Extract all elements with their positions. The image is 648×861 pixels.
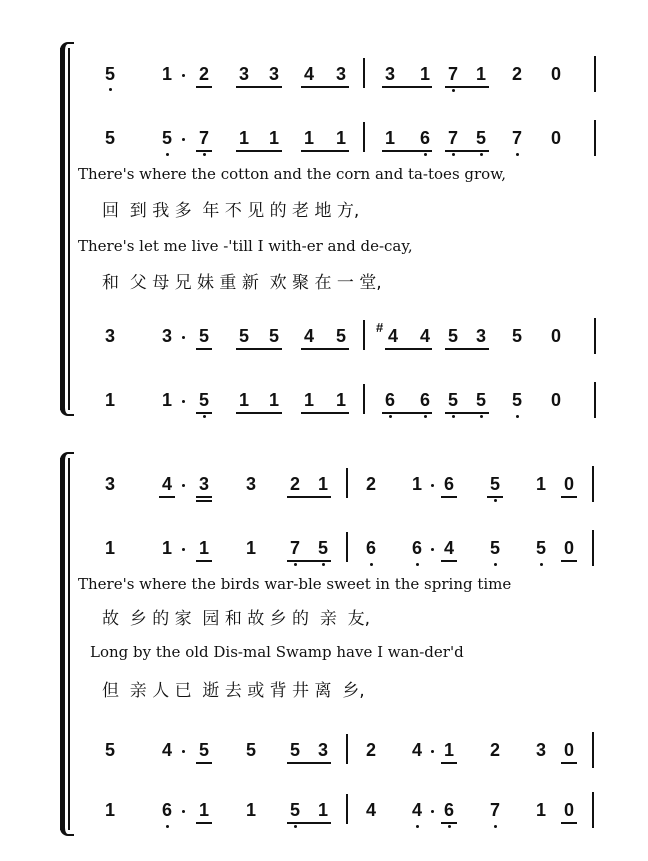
note: 5: [511, 326, 522, 346]
lyric-en-verse-2: Long by the old Dis-mal Swamp have I wan-der'd: [90, 643, 464, 661]
note: 1: [475, 64, 486, 84]
system-brace: [60, 458, 72, 830]
note: 5: [317, 538, 328, 558]
note: 2: [489, 740, 500, 760]
note: 5: [198, 390, 209, 410]
note: 1: [419, 64, 430, 84]
note: 4: [365, 800, 376, 820]
note: 5: [104, 64, 115, 84]
note: 2: [365, 474, 376, 494]
note: 3: [238, 64, 249, 84]
note: 5: [475, 390, 486, 410]
note: 3: [268, 64, 279, 84]
note: 0: [563, 474, 574, 494]
staff-row-alto: [0, 536, 648, 566]
staff-row-bass: [0, 798, 648, 828]
note: 7: [289, 538, 300, 558]
note: 1: [104, 390, 115, 410]
note: 0: [550, 326, 561, 346]
note: 1: [198, 800, 209, 820]
note: 5: [289, 740, 300, 760]
note: 4: [419, 326, 430, 346]
note: 5: [161, 128, 172, 148]
note: 5: [489, 538, 500, 558]
note: 6: [419, 128, 430, 148]
note: 1: [384, 128, 395, 148]
note: 1: [411, 474, 422, 494]
note: 1: [245, 538, 256, 558]
note: 4: [443, 538, 454, 558]
staff-row-tenor: [0, 738, 648, 768]
note: 5: [289, 800, 300, 820]
note: 5: [104, 128, 115, 148]
note: 1: [238, 128, 249, 148]
note: 6: [161, 800, 172, 820]
note: 5: [104, 740, 115, 760]
lyric-cn-verse-2: 和 父 母 兄 妹 重 新 欢 聚 在 一 堂,: [102, 273, 382, 293]
note: 1: [161, 390, 172, 410]
note: 3: [335, 64, 346, 84]
note: 5: [475, 128, 486, 148]
note: 3: [245, 474, 256, 494]
note: 3: [104, 326, 115, 346]
note: 3: [317, 740, 328, 760]
note: 2: [289, 474, 300, 494]
note: 1: [104, 538, 115, 558]
note: 2: [365, 740, 376, 760]
note: 4: [303, 64, 314, 84]
note: 5: [198, 326, 209, 346]
note: 0: [550, 390, 561, 410]
note: 7: [447, 64, 458, 84]
note: 1: [268, 128, 279, 148]
note: 4: [411, 740, 422, 760]
note: 1: [317, 800, 328, 820]
lyric-en-verse-2: There's let me live -'till I with-er and de-cay,: [78, 237, 413, 255]
staff-row-bass: [0, 388, 648, 418]
note: 2: [511, 64, 522, 84]
note: 0: [563, 740, 574, 760]
note: 1: [104, 800, 115, 820]
note: 3: [535, 740, 546, 760]
note: 6: [384, 390, 395, 410]
note: 1: [535, 800, 546, 820]
note: 4: [411, 800, 422, 820]
note: 5: [489, 474, 500, 494]
note: 7: [198, 128, 209, 148]
staff-row-soprano: [0, 62, 648, 92]
note: 4: [303, 326, 314, 346]
note: 6: [443, 474, 454, 494]
note: 5: [335, 326, 346, 346]
note: 4: [161, 740, 172, 760]
note: 5: [447, 326, 458, 346]
note: 0: [550, 128, 561, 148]
note: 1: [317, 474, 328, 494]
lyric-en-verse-1: There's where the cotton and the corn and ta-toes grow,: [78, 165, 507, 183]
note: 1: [161, 538, 172, 558]
note: 3: [104, 474, 115, 494]
lyric-en-verse-1: There's where the birds war-ble sweet in the spring time: [78, 575, 512, 593]
note: 7: [511, 128, 522, 148]
note: 6: [443, 800, 454, 820]
note: 6: [419, 390, 430, 410]
note: 1: [268, 390, 279, 410]
note: 3: [475, 326, 486, 346]
note: 5: [511, 390, 522, 410]
note: 5: [535, 538, 546, 558]
note: 1: [335, 128, 346, 148]
note: 6: [411, 538, 422, 558]
lyric-cn-verse-1: 故 乡 的 家 园 和 故 乡 的 亲 友,: [102, 609, 371, 629]
note: 3: [198, 474, 209, 494]
note: 0: [563, 800, 574, 820]
sharp-sign: #: [376, 320, 384, 335]
note: 5: [238, 326, 249, 346]
note: 7: [489, 800, 500, 820]
note: 7: [447, 128, 458, 148]
note: 0: [563, 538, 574, 558]
note: 1: [303, 390, 314, 410]
note: 5: [198, 740, 209, 760]
note: 1: [161, 64, 172, 84]
staff-row-soprano: [0, 472, 648, 502]
note: 1: [238, 390, 249, 410]
note: 5: [447, 390, 458, 410]
note: 4: [387, 326, 398, 346]
note: 5: [245, 740, 256, 760]
lyric-cn-verse-2: 但 亲 人 已 逝 去 或 背 井 离 乡,: [102, 681, 365, 701]
note: 5: [268, 326, 279, 346]
note: 2: [198, 64, 209, 84]
staff-row-tenor: [0, 320, 648, 354]
lyric-cn-verse-1: 回 到 我 多 年 不 见 的 老 地 方,: [102, 201, 360, 221]
system-brace: [60, 48, 72, 410]
note: 1: [535, 474, 546, 494]
note: 4: [161, 474, 172, 494]
note: 6: [365, 538, 376, 558]
staff-row-alto: [0, 126, 648, 156]
note: 1: [245, 800, 256, 820]
note: 3: [161, 326, 172, 346]
note: 1: [198, 538, 209, 558]
note: 1: [303, 128, 314, 148]
note: 3: [384, 64, 395, 84]
note: 1: [335, 390, 346, 410]
note: 0: [550, 64, 561, 84]
note: 1: [443, 740, 454, 760]
